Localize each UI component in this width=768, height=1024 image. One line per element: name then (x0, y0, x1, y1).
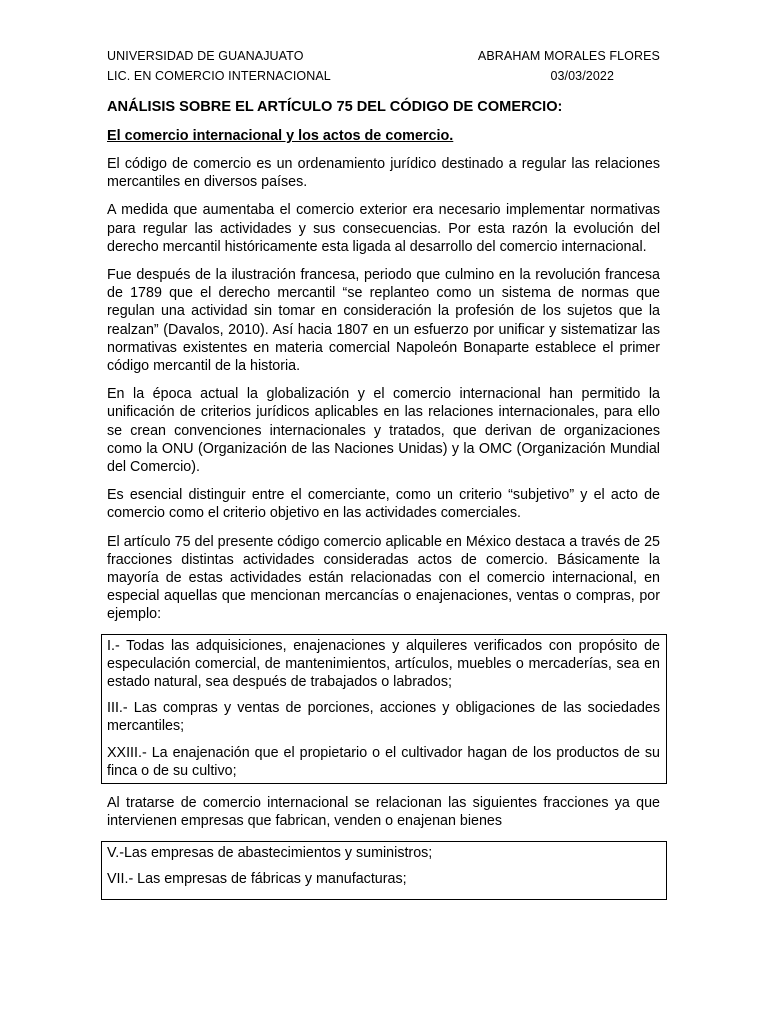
section-heading: El comercio internacional y los actos de comercio. (107, 128, 454, 144)
paragraph: El código de comercio es un ordenamiento jurídico destinado a regular las relaciones mercantiles en diversos países. (107, 156, 660, 191)
paragraph: En la época actual la globalización y el comercio internacional han permitido la unificación de criterios jurídicos aplicables en las relaciones internacionales, para ello se crean convenciones internacionales y tratados, que derivan de organizaciones como la ONU (Organización de las Naciones Unidas) y la OMC (Organización Mundial del Comercio). (107, 386, 660, 476)
document-date: 03/03/2022 (550, 69, 614, 83)
header-line-2 (107, 66, 660, 86)
fraction-item: III.- Las compras y ventas de porciones, acciones y obligaciones de las sociedades mercantiles; (107, 700, 660, 735)
program-name: LIC. EN COMERCIO INTERNACIONAL (107, 69, 331, 83)
paragraph: Al tratarse de comercio internacional se relacionan las siguientes fracciones ya que intervienen empresas que fabrican, venden o enajenan bienes (107, 795, 660, 830)
article-fractions-box (101, 634, 667, 784)
international-fractions-box (101, 841, 667, 900)
paragraph: Es esencial distinguir entre el comerciante, como un criterio “subjetivo” y el acto de comercio como el criterio objetivo en las actividades comerciales. (107, 487, 660, 522)
document-title: ANÁLISIS SOBRE EL ARTÍCULO 75 DEL CÓDIGO DE COMERCIO: (107, 99, 563, 115)
paragraph: Fue después de la ilustración francesa, periodo que culmino en la revolución francesa de 1789 que el derecho mercantil “se replanteo como un sistema de normas que regulan una actividad sin tomar en consideración la profesión de los sujetos que la realzan” (Davalos, 2010). Así hacia 1807 en un esfuerzo por unificar y sistematizar las normativas existentes en materia comercial Napoleón Bonaparte establece el primer código mercantil de la historia. (107, 267, 660, 375)
fraction-item: I.- Todas las adquisiciones, enajenaciones y alquileres verificados con propósito de especulación comercial, de mantenimientos, artículos, muebles o mercaderías, sea en estado natural, sea después de trabajados o labrados; (107, 637, 660, 691)
university-name: UNIVERSIDAD DE GUANAJUATO (107, 49, 304, 63)
paragraph: El artículo 75 del presente código comercio aplicable en México destaca a través de 25 fracciones distintas actividades consideradas actos de comercio. Básicamente la mayoría de estas actividades están relacionadas con el comercio internacional, en especial aquellas que mencionan mercancías o enajenaciones, ventas o compras, por ejemplo: (107, 533, 660, 623)
paragraph: A medida que aumentaba el comercio exterior era necesario implementar normativas para regular las actividades y sus consecuencias. Por esta razón la evolución del derecho mercantil históricamente esta ligada al desarrollo del comercio internacional. (107, 202, 660, 255)
fraction-item: VII.- Las empresas de fábricas y manufacturas; (107, 870, 407, 887)
fraction-item: XXIII.- La enajenación que el propietario o el cultivador hagan de los productos de su finca o de su cultivo; (107, 744, 660, 779)
fraction-item: V.-Las empresas de abastecimientos y suministros; (107, 844, 433, 861)
author-name: ABRAHAM MORALES FLORES (477, 49, 660, 63)
header-line-1 (107, 46, 660, 66)
document-body (107, 98, 660, 910)
